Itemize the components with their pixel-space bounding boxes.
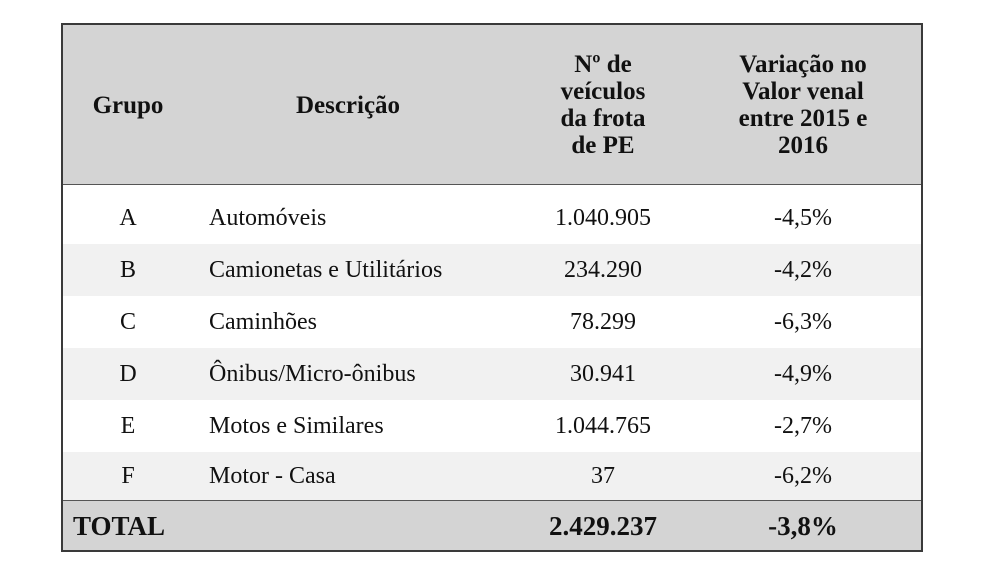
header-descricao: Descrição xyxy=(295,91,401,119)
cell-veiculos: 78.299 xyxy=(570,308,636,335)
cell-variacao: -4,2% xyxy=(774,256,832,283)
cell-descricao: Ônibus/Micro-ônibus xyxy=(209,360,416,387)
header-num-veiculos-line: Nº de xyxy=(574,51,632,78)
cell-variacao: -4,5% xyxy=(774,204,832,231)
table-header xyxy=(63,25,921,185)
table-row xyxy=(63,400,921,452)
cell-grupo: D xyxy=(119,360,137,387)
cell-veiculos: 1.040.905 xyxy=(555,204,651,231)
cell-variacao: -4,9% xyxy=(774,360,832,387)
cell-grupo: B xyxy=(119,256,136,283)
header-variacao-line: Valor venal xyxy=(742,78,864,105)
table-row xyxy=(63,244,921,296)
cell-descricao: Caminhões xyxy=(209,308,317,335)
cell-veiculos: 30.941 xyxy=(570,360,636,387)
header-num-veiculos-line: da frota xyxy=(560,105,646,132)
cell-grupo: C xyxy=(119,308,136,335)
header-variacao-line: entre 2015 e xyxy=(738,105,868,132)
cell-veiculos: 1.044.765 xyxy=(555,412,651,439)
cell-descricao: Motor - Casa xyxy=(209,462,336,489)
cell-variacao: -6,3% xyxy=(774,308,832,335)
header-num-veiculos-line: veículos xyxy=(560,78,646,105)
total-label: TOTAL xyxy=(73,510,166,541)
header-variacao-line: Variação no xyxy=(739,51,867,78)
cell-descricao: Automóveis xyxy=(209,204,327,231)
header-num-veiculos xyxy=(528,25,678,185)
cell-grupo: A xyxy=(119,204,137,231)
vehicle-fleet-table xyxy=(61,23,923,552)
header-variacao-line: 2016 xyxy=(777,132,828,159)
cell-descricao: Motos e Similares xyxy=(209,412,384,439)
cell-grupo: F xyxy=(121,462,135,489)
header-variacao xyxy=(703,25,903,185)
cell-variacao: -6,2% xyxy=(774,462,832,489)
table-row xyxy=(63,348,921,400)
cell-grupo: E xyxy=(120,412,136,439)
cell-veiculos: 234.290 xyxy=(564,256,642,283)
header-grupo: Grupo xyxy=(92,91,164,119)
cell-descricao: Camionetas e Utilitários xyxy=(209,256,443,283)
total-veiculos: 2.429.237 xyxy=(549,510,657,541)
total-variacao: -3,8% xyxy=(768,510,838,541)
table-row xyxy=(63,452,921,500)
table-row xyxy=(63,192,921,244)
header-num-veiculos-line: de PE xyxy=(571,132,635,159)
cell-veiculos: 37 xyxy=(591,462,615,489)
cell-variacao: -2,7% xyxy=(774,412,832,439)
total-row xyxy=(63,500,921,550)
table-row xyxy=(63,296,921,348)
